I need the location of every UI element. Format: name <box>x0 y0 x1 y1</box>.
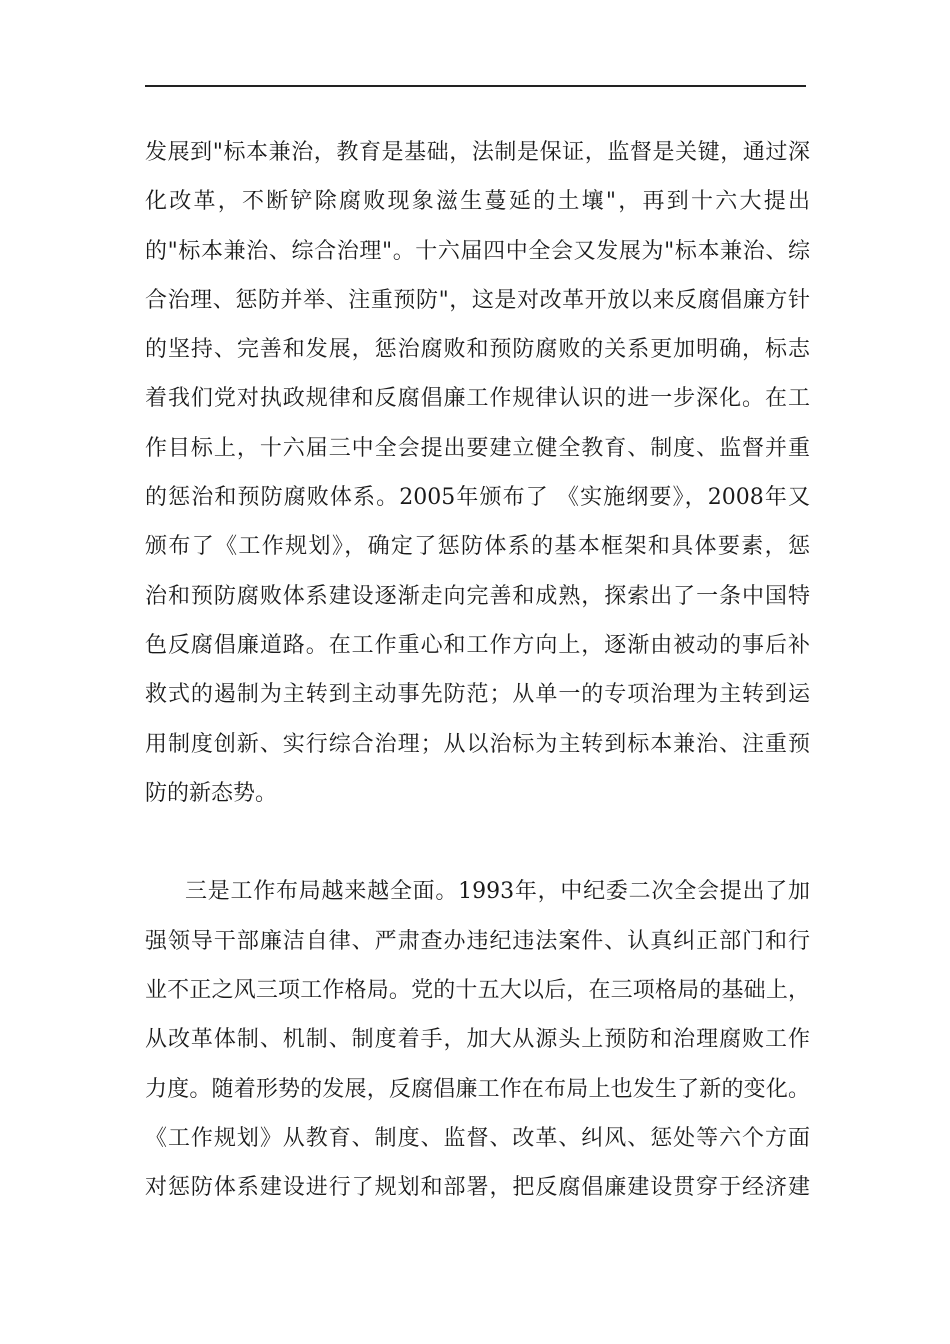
text-line: 作目标上，十六届三中全会提出要建立健全教育、制度、监督并重 <box>145 435 810 461</box>
text-line: 对惩防体系建设进行了规划和部署，把反腐倡廉建设贯穿于经济建 <box>145 1175 810 1201</box>
text-line: 用制度创新、实行综合治理；从以治标为主转到标本兼治、注重预 <box>145 731 810 757</box>
text-line: 救式的遏制为主转到主动事先防范；从单一的专项治理为主转到运 <box>145 682 810 708</box>
text-line: 化改革，不断铲除腐败现象滋生蔓延的土壤"，再到十六大提出 <box>145 189 810 215</box>
paragraph-2 <box>145 867 810 1212</box>
text-line: 业不正之风三项工作格局。党的十五大以后，在三项格局的基础上， <box>145 978 810 1004</box>
header-rule <box>145 85 806 87</box>
text-line: 《工作规划》从教育、制度、监督、改革、纠风、惩处等六个方面 <box>145 1125 810 1151</box>
text-line: 治和预防腐败体系建设逐渐走向完善和成熟，探索出了一条中国特 <box>145 583 810 609</box>
text-line: 色反腐倡廉道路。在工作重心和工作方向上，逐渐由被动的事后补 <box>145 632 810 658</box>
text-line: 三是工作布局越来越全面。1993年，中纪委二次全会提出了加 <box>185 879 810 905</box>
text-line: 力度。随着形势的发展，反腐倡廉工作在布局上也发生了新的变化。 <box>145 1076 810 1102</box>
text-line: 着我们党对执政规律和反腐倡廉工作规律认识的进一步深化。在工 <box>145 386 810 412</box>
paragraph-1 <box>145 128 810 818</box>
text-line: 防的新态势。 <box>145 780 278 806</box>
text-line: 颁布了《工作规划》，确定了惩防体系的基本框架和具体要素，惩 <box>145 534 810 560</box>
paragraph-gap <box>145 818 810 867</box>
text-line: 发展到"标本兼治，教育是基础，法制是保证，监督是关键，通过深 <box>145 140 810 165</box>
text-line: 的坚持、完善和发展，惩治腐败和预防腐败的关系更加明确，标志 <box>145 337 810 363</box>
text-line: 从改革体制、机制、制度着手，加大从源头上预防和治理腐败工作 <box>145 1027 810 1053</box>
text-line: 的"标本兼治、综合治理"。十六届四中全会又发展为"标本兼治、综 <box>145 238 810 264</box>
text-line: 强领导干部廉洁自律、严肃查办违纪违法案件、认真纠正部门和行 <box>145 928 810 954</box>
text-line: 合治理、惩防并举、注重预防"，这是对改革开放以来反腐倡廉方针 <box>145 287 810 313</box>
body-text <box>145 128 810 1213</box>
text-line: 的惩治和预防腐败体系。2005年颁布了 《实施纲要》，2008年又 <box>145 485 810 511</box>
